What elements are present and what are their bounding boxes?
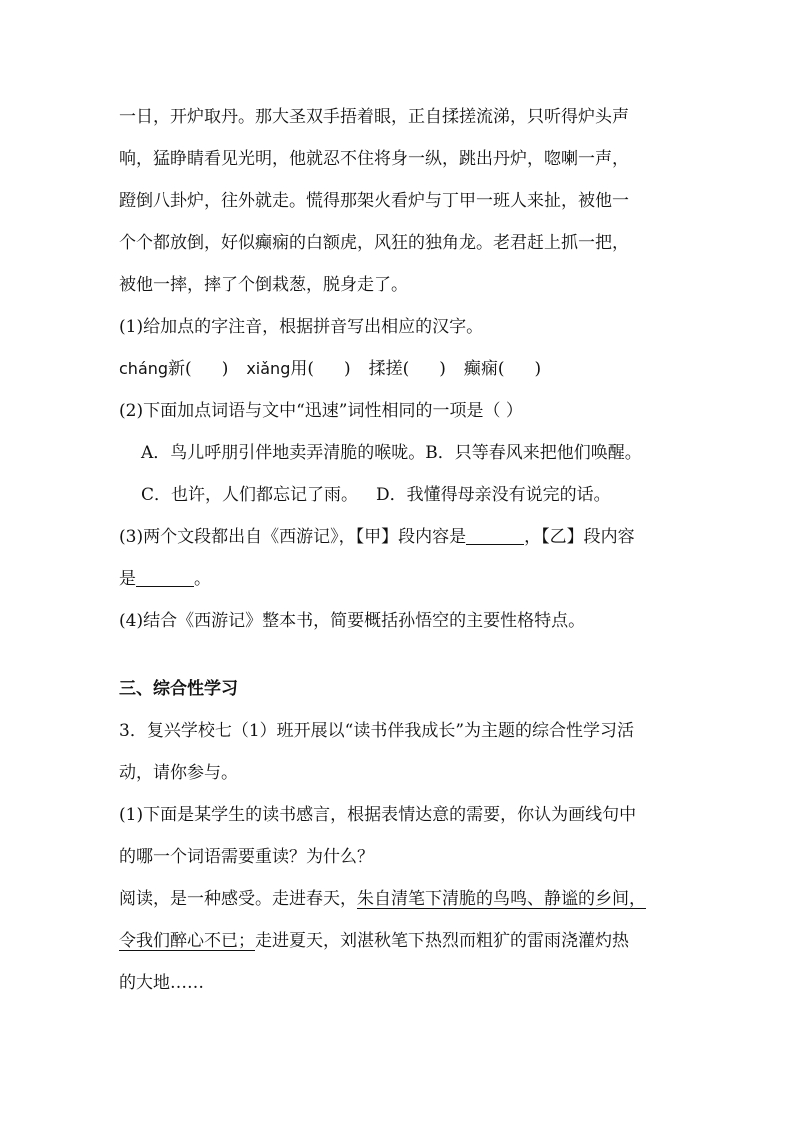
document-page <box>119 96 679 1004</box>
question-3-text: (3)两个文段都出自《西游记》，【甲】段内容是 <box>119 527 467 547</box>
pinyin: xiǎng <box>246 359 291 378</box>
paren-open: ( <box>497 359 505 379</box>
reading-text: 的大地…… <box>119 973 204 993</box>
paren-close: ) <box>343 359 351 379</box>
word: 揉搓 <box>368 359 403 379</box>
passage-line: 响，猛睁睛看见光明，他就忍不住将身一纵，跳出丹炉，唿喇一声， <box>119 149 629 169</box>
passage-line: 被他一摔，摔了个倒栽葱，脱身走了。 <box>119 275 408 295</box>
option-b: B．只等春风来把他们唤醒。 <box>425 443 642 463</box>
word: 新 <box>168 359 186 379</box>
reading-plain: 走进夏天，刘湛秋笔下热烈而粗犷的雷雨浇灌灼热 <box>255 931 629 951</box>
pinyin: cháng <box>119 359 169 378</box>
paren-open: ( <box>402 359 410 379</box>
word: 癫痫 <box>463 359 498 379</box>
paren-open: ( <box>307 359 314 379</box>
question-4-prompt: (4)结合《西游记》整本书，简要概括孙悟空的主要性格特点。 <box>119 611 586 631</box>
task-3-sub-prompt: (1)下面是某学生的读书感言，根据表情达意的需要，你认为画线句中 <box>119 805 637 825</box>
passage-line: 蹬倒八卦炉，往外就走。慌得那架火看炉与丁甲一班人来扯，被他一 <box>119 191 629 211</box>
question-3-text: 是 <box>119 569 136 589</box>
question-3-text: 。 <box>194 569 211 589</box>
question-1-items <box>119 348 679 390</box>
answer-blank[interactable] <box>136 564 194 587</box>
option-d: D．我懂得母亲没有说完的话。 <box>376 485 611 505</box>
question-3 <box>119 516 679 558</box>
section-heading: 三、综合性学习 <box>119 679 238 699</box>
question-2-options-cd <box>119 474 679 516</box>
reading-plain: 阅读，是一种感受。走进春天， <box>119 889 357 909</box>
question-1-prompt: (1)给加点的字注音，根据拼音写出相应的汉字。 <box>119 317 484 337</box>
question-3-cont <box>119 558 679 600</box>
passage <box>119 96 679 306</box>
passage-line: 一日，开炉取丹。那大圣双手捂着眼，正自揉搓流涕，只听得炉头声 <box>119 107 629 127</box>
option-a: A．鸟儿呼朋引伴地卖弄清脆的喉咙。 <box>141 443 426 463</box>
underlined-sentence: 朱自清笔下清脆的鸟鸣、静谧的乡间， <box>357 889 646 909</box>
question-2-prompt: (2)下面加点词语与文中“迅速”词性相同的一项是（ ） <box>119 401 523 421</box>
task-3-line: 动，请你参与。 <box>119 763 238 783</box>
paren-open: ( <box>185 359 192 379</box>
question-3-text: ，【乙】段内容 <box>524 527 635 547</box>
paren-close: ) <box>439 359 446 379</box>
paren-close: ) <box>534 359 542 379</box>
underlined-sentence: 令我们醉心不已； <box>119 931 255 951</box>
question-2-options-ab <box>119 432 679 474</box>
passage-line: 个个都放倒，好似癫痫的白额虎，风狂的独角龙。老君赶上抓一把， <box>119 233 629 253</box>
option-c: C．也许，人们都忘记了雨。 <box>141 485 359 505</box>
answer-blank[interactable] <box>466 522 524 545</box>
reading-text <box>119 920 679 962</box>
task-3-sub-prompt: 的哪一个词语需要重读？为什么？ <box>119 847 374 867</box>
word: 用 <box>290 359 308 379</box>
paren-close: ) <box>221 359 229 379</box>
reading-text <box>119 878 679 920</box>
task-3-line: 3．复兴学校七（1）班开展以“读书伴我成长”为主题的综合性学习活 <box>119 721 635 741</box>
